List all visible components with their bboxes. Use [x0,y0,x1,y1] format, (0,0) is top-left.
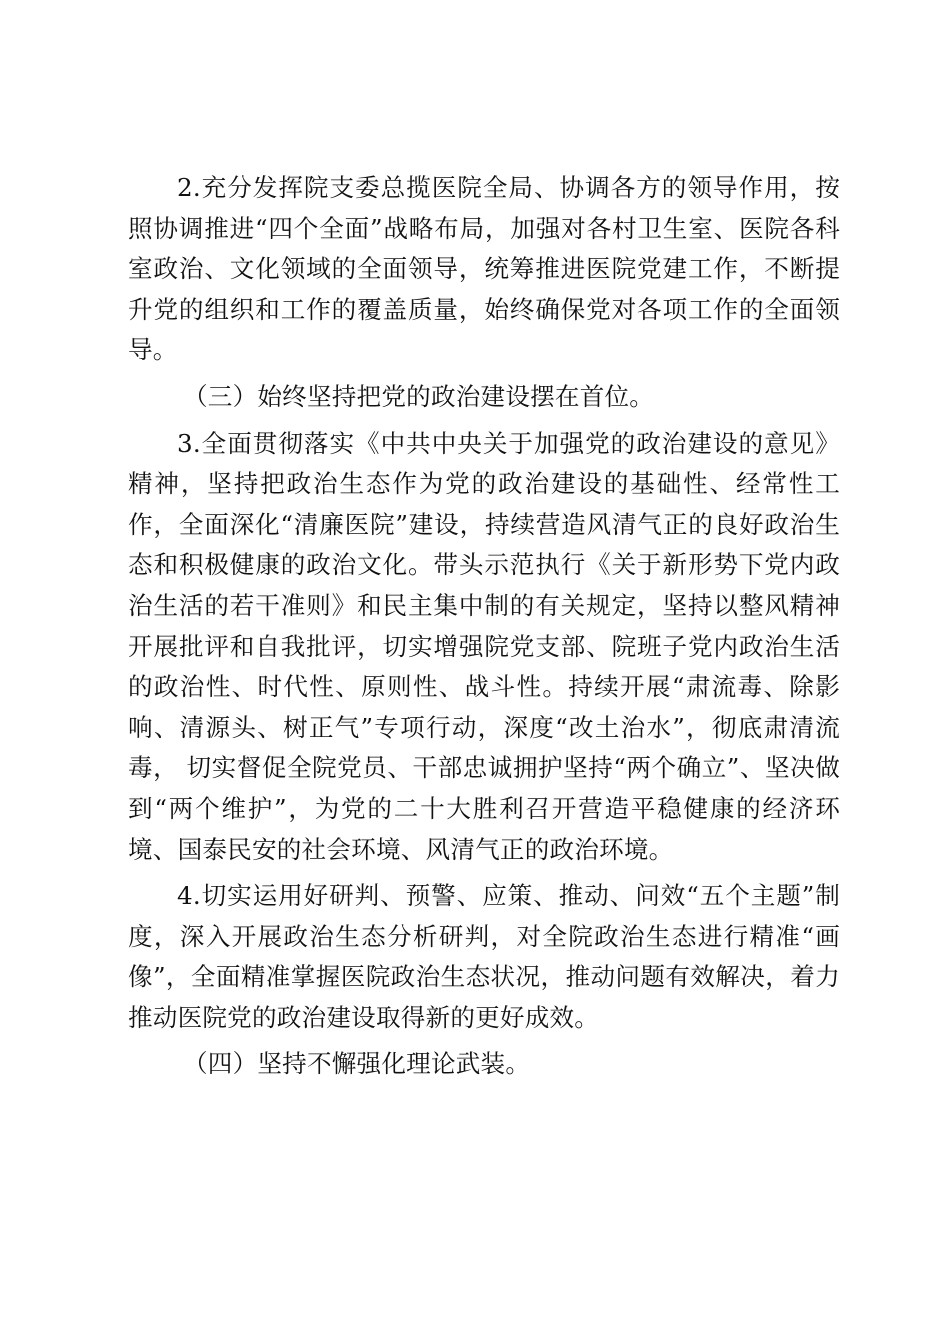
section-heading-4: （四）坚持不懈强化理论武装。 [183,1049,531,1079]
paragraph-4: 4.切实运用好研判、预警、应策、推动、问效“五个主题”制度，深入开展政治生态分析研判，对全院政治生态进行精准“画像”，全面精准掌握医院政治生态状况，推动问题有效解决，着力推动医院党的政治建设取得新的更好成效。 [128,881,840,1032]
paragraph-3: 3.全面贯彻落实《中共中央关于加强党的政治建设的意见》精神，坚持把政治生态作为党的政治建设的基础性、经常性工作，全面深化“清廉医院”建设，持续营造风清气正的良好政治生态和积极健康的政治文化。带头示范执行《关于新形势下党内政治生活的若干准则》和民主集中制的有关规定，坚持以整风精神开展批评和自我批评，切实增强院党支部、院班子党内政治生活的政治性、时代性、原则性、战斗性。持续开展“肃流毒、除影响、清源头、树正气”专项行动，深度“改土治水”，彻底肃清流毒， 切实督促全院党员、干部忠诚拥护坚持“两个确立”、坚决做到“两个维护”，为党的二十大胜利召开营造平稳健康的经济环境、国泰民安的社会环境、风清气正的政治环境。 [128,428,840,864]
section-heading-3: （三）始终坚持把党的政治建设摆在首位。 [183,381,655,411]
document-body [128,168,840,1091]
paragraph-2: 2.充分发挥院支委总揽医院全局、协调各方的领导作用，按照协调推进“四个全面”战略布局，加强对各村卫生室、医院各科室政治、文化领域的全面领导，统筹推进医院党建工作，不断提升党的组织和工作的覆盖质量，始终确保党对各项工作的全面领导。 [128,173,840,365]
